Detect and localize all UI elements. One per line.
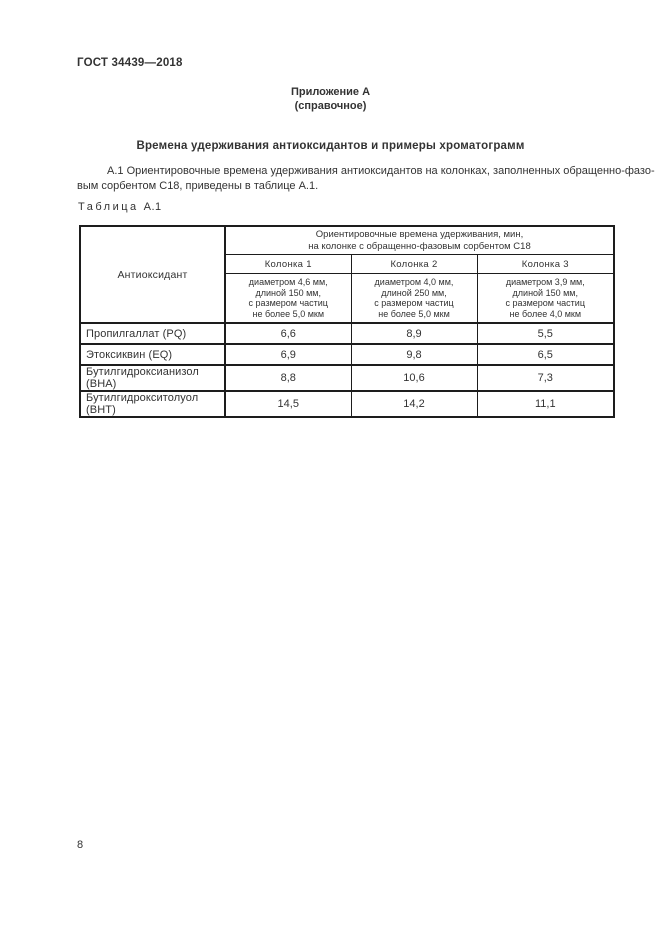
spec-line: не более 5,0 мкм — [252, 308, 325, 319]
antioxidant-name: Пропилгаллат (PQ) — [80, 323, 225, 344]
spec-line: длиной 250 мм, — [381, 287, 447, 298]
appendix-label: Приложение А — [290, 86, 371, 98]
spec-line: диаметром 3,9 мм, — [505, 277, 585, 287]
paragraph-line: А.1 Ориентировочные времена удерживания антиоксидантов на колонках, заполненных обращенно-фазо- — [107, 165, 655, 177]
antioxidant-name: Бутилгидроксианизол (BHA) — [80, 365, 225, 391]
table-caption — [78, 201, 162, 213]
column-group-header-line: на колонке с обращенно-фазовым сорбентом С18 — [308, 240, 531, 252]
retention-times-table — [79, 225, 615, 418]
spec-line: длиной 150 мм, — [512, 287, 578, 298]
antioxidant-name: Бутилгидрокситолуол (BHT) — [80, 391, 225, 417]
spec-line: не более 4,0 мкм — [509, 308, 582, 319]
table-row — [80, 391, 614, 417]
spec-line: не более 5,0 мкм — [378, 308, 450, 319]
retention-value: 14,2 — [351, 391, 477, 417]
section-title: Времена удерживания антиоксидантов и примеры хроматограмм — [136, 140, 525, 152]
page-number: 8 — [77, 839, 84, 851]
column-spec-kolonka-2 — [351, 274, 477, 324]
spec-line: диаметром 4,6 мм, — [248, 277, 328, 287]
retention-value: 14,5 — [225, 391, 351, 417]
column-header-antioxidant: Антиоксидант — [80, 226, 225, 323]
retention-value: 8,9 — [351, 323, 477, 344]
antioxidant-name: Этоксиквин (EQ) — [80, 344, 225, 365]
table-header-row-span — [80, 226, 614, 255]
spec-line: диаметром 4,0 мм, — [374, 277, 454, 287]
retention-value: 8,8 — [225, 365, 351, 391]
paragraph-line: вым сорбентом С18, приведены в таблице А.1. — [77, 180, 319, 192]
column-header-kolonka-3: Колонка 3 — [477, 255, 614, 274]
retention-value: 6,5 — [477, 344, 614, 365]
table-row — [80, 365, 614, 391]
retention-value: 11,1 — [477, 391, 614, 417]
spec-line: с размером частиц — [374, 298, 454, 308]
standard-number: ГОСТ 34439—2018 — [77, 57, 183, 69]
spec-line: длиной 150 мм, — [255, 287, 321, 298]
table-caption-word: Таблица — [78, 201, 139, 213]
appendix-type: (справочное) — [294, 99, 367, 112]
retention-value: 5,5 — [477, 323, 614, 344]
retention-value: 7,3 — [477, 365, 614, 391]
retention-value: 10,6 — [351, 365, 477, 391]
table-row — [80, 344, 614, 365]
column-spec-kolonka-3 — [477, 274, 614, 324]
column-spec-kolonka-1 — [225, 274, 351, 324]
paragraph-a1 — [77, 164, 655, 194]
spec-line: с размером частиц — [505, 298, 585, 308]
column-header-kolonka-1: Колонка 1 — [225, 255, 351, 274]
retention-value: 6,9 — [225, 344, 351, 365]
column-group-header-line: Ориентировочные времена удерживания, мин, — [315, 229, 524, 240]
table-caption-number: А.1 — [143, 201, 162, 213]
column-header-kolonka-2: Колонка 2 — [351, 255, 477, 274]
appendix-heading — [0, 86, 661, 113]
retention-value: 9,8 — [351, 344, 477, 365]
column-group-header — [225, 226, 614, 255]
table-row — [80, 323, 614, 344]
spec-line: с размером частиц — [248, 298, 328, 308]
retention-value: 6,6 — [225, 323, 351, 344]
